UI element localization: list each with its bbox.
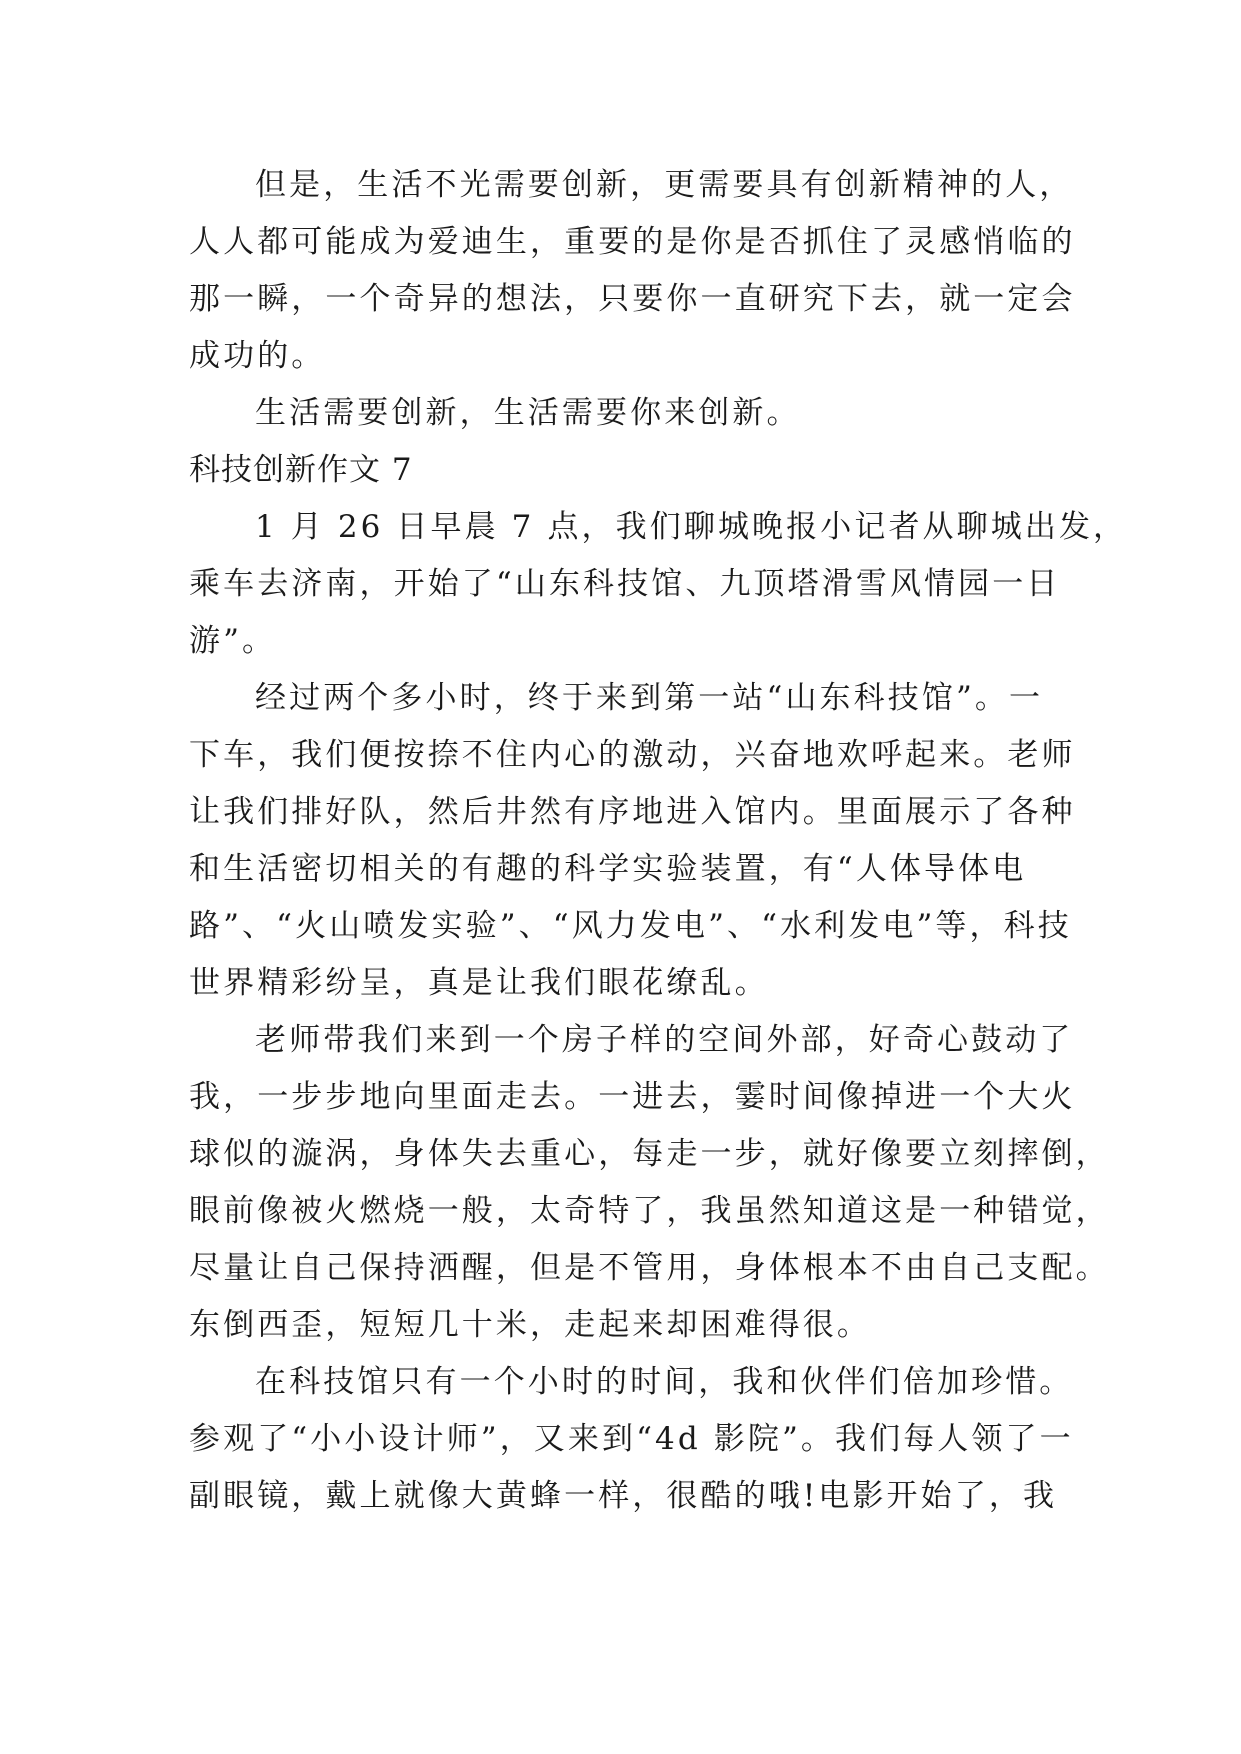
paragraph-line: 世界精彩纷呈，真是让我们眼花缭乱。	[189, 965, 769, 1001]
paragraph-line: 和生活密切相关的有趣的科学实验装置，有“人体导体电	[189, 851, 1027, 887]
paragraph-line: 1 月 26 日早晨 7 点，我们聊城晚报小记者从聊城出发，	[255, 509, 1128, 545]
section-heading: 科技创新作文 7	[189, 452, 413, 488]
paragraph-line: 老师带我们来到一个房子样的空间外部，好奇心鼓动了	[255, 1022, 1074, 1058]
paragraph-line: 那一瞬，一个奇异的想法，只要你一直研究下去，就一定会	[189, 281, 1076, 317]
paragraph-line: 经过两个多小时，终于来到第一站“山东科技馆”。一	[255, 680, 1044, 716]
paragraph-line: 眼前像被火燃烧一般，太奇特了，我虽然知道这是一种错觉，	[189, 1193, 1110, 1229]
paragraph-line: 东倒西歪，短短几十米，走起来却困难得很。	[189, 1307, 871, 1343]
paragraph-line: 副眼镜，戴上就像大黄蜂一样，很酷的哦!电影开始了，我	[189, 1478, 1058, 1514]
paragraph-line: 乘车去济南，开始了“山东科技馆、九顶塔滑雪风情园一日	[189, 566, 1061, 602]
paragraph-line: 我，一步步地向里面走去。一进去，霎时间像掉进一个大火	[189, 1079, 1076, 1115]
paragraph-line: 成功的。	[189, 338, 326, 374]
paragraph-line: 生活需要创新，生活需要你来创新。	[255, 395, 801, 431]
paragraph-line: 让我们排好队，然后井然有序地进入馆内。里面展示了各种	[189, 794, 1076, 830]
paragraph-line: 在科技馆只有一个小时的时间，我和伙伴们倍加珍惜。	[255, 1364, 1074, 1400]
paragraph-line: 但是，生活不光需要创新，更需要具有创新精神的人，	[255, 167, 1074, 203]
paragraph-line: 人人都可能成为爱迪生，重要的是你是否抓住了灵感悄临的	[189, 224, 1076, 260]
paragraph-line: 下车，我们便按捺不住内心的激动，兴奋地欢呼起来。老师	[189, 737, 1076, 773]
paragraph-line: 球似的漩涡，身体失去重心，每走一步，就好像要立刻摔倒，	[189, 1136, 1110, 1172]
paragraph-line: 路”、“火山喷发实验”、“风力发电”、“水利发电”等，科技	[189, 908, 1072, 944]
paragraph-line: 尽量让自己保持洒醒，但是不管用，身体根本不由自己支配。	[189, 1250, 1110, 1286]
document-body	[189, 157, 1128, 1525]
paragraph-line: 参观了“小小设计师”，又来到“4d 影院”。我们每人领了一	[189, 1421, 1074, 1457]
paragraph-line: 游”。	[189, 623, 277, 659]
